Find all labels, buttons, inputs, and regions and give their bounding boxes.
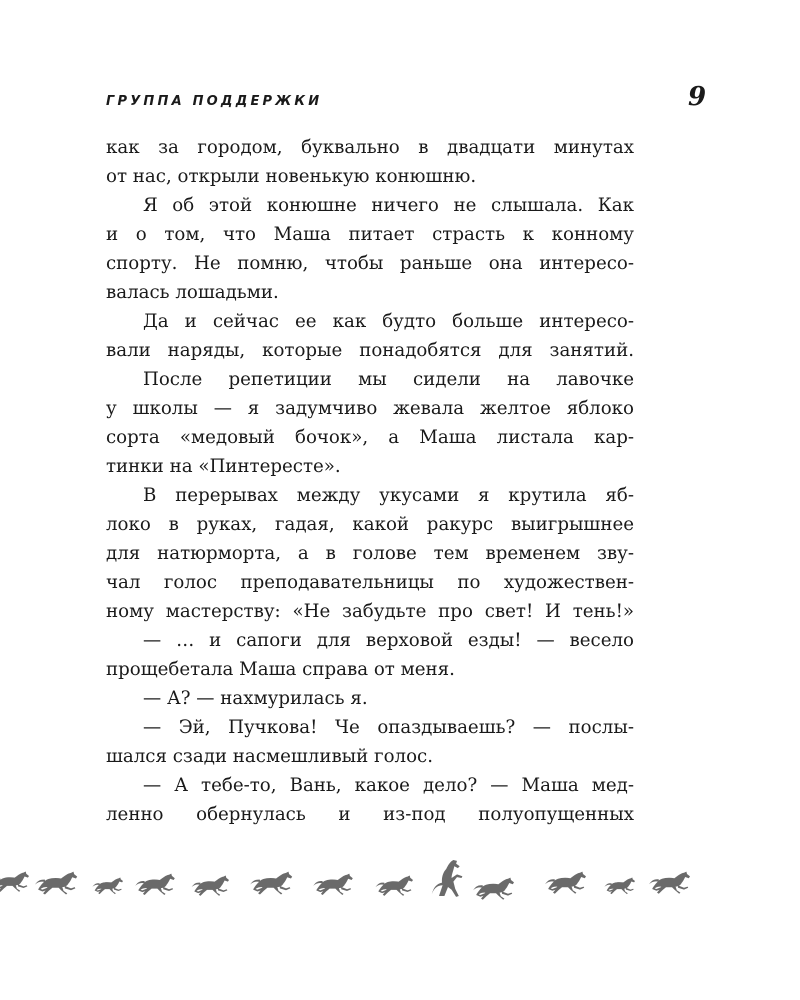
- text-line: для натюрморта, а в голове тем временем зву-: [106, 543, 634, 564]
- text-line: шался сзади насмешливый голос.: [106, 746, 434, 767]
- text-line: локо в руках, гадая, какой ракурс выигрышнее: [106, 514, 634, 535]
- horse-icon: [313, 874, 352, 895]
- text-line: — … и сапоги для верховой езды! — весело: [143, 630, 634, 651]
- text-line: ному мастерству: «Не забудьте про свет! И тень!»: [106, 601, 634, 622]
- body-text: [106, 133, 634, 829]
- text-line: чал голос преподавательницы по художествен-: [106, 572, 634, 593]
- galloping-horses-frieze: [0, 855, 800, 905]
- text-line: После репетиции мы сидели на лавочке: [143, 369, 634, 390]
- text-line: — А? — нахмурилась я.: [143, 688, 368, 709]
- text-line: как за городом, буквально в двадцати минутах: [106, 137, 634, 158]
- text-line: прощебетала Маша справа от меня.: [106, 659, 455, 680]
- text-line: валась лошадьми.: [106, 282, 279, 303]
- text-line: тинки на «Пинтересте».: [106, 456, 341, 477]
- text-line: В перерывах между укусами я крутила яб-: [143, 485, 634, 506]
- horse-icon: [604, 877, 635, 894]
- text-line: — Эй, Пучкова! Че опаздываешь? — послы-: [143, 717, 634, 738]
- running-title: ГРУППА ПОДДЕРЖКИ: [106, 94, 323, 109]
- text-line: сорта «медовый бочок», а Маша листала кар-: [106, 427, 634, 448]
- horse-icon: [92, 877, 123, 894]
- horse-icon: [376, 876, 413, 896]
- horse-icon: [135, 874, 174, 895]
- text-line: спорту. Не помню, чтобы раньше она интересо-: [106, 253, 634, 274]
- text-line: вали наряды, которые понадобятся для занятий.: [106, 340, 634, 361]
- horse-icon: [432, 860, 463, 897]
- horse-icon: [0, 872, 29, 892]
- text-line: от нас, открыли новенькую конюшню.: [106, 166, 477, 187]
- horse-icon: [192, 876, 229, 896]
- page-number: 9: [688, 82, 707, 112]
- horse-icon: [250, 872, 292, 895]
- horse-icon: [649, 872, 690, 894]
- text-line: и о том, что Маша питает страсть к конному: [106, 224, 634, 245]
- text-line: Да и сейчас ее как будто больше интересо-: [143, 311, 634, 332]
- text-line: Я об этой конюшне ничего не слышала. Как: [143, 195, 634, 216]
- horse-icon: [35, 872, 77, 895]
- text-line: ленно обернулась и из-под полуопущенных: [106, 804, 634, 825]
- text-line: — А тебе-то, Вань, какое дело? — Маша мед-: [143, 775, 634, 796]
- text-line: у школы — я задумчиво жевала желтое яблоко: [106, 398, 634, 419]
- horse-icon: [545, 872, 586, 894]
- horse-icon: [473, 878, 514, 900]
